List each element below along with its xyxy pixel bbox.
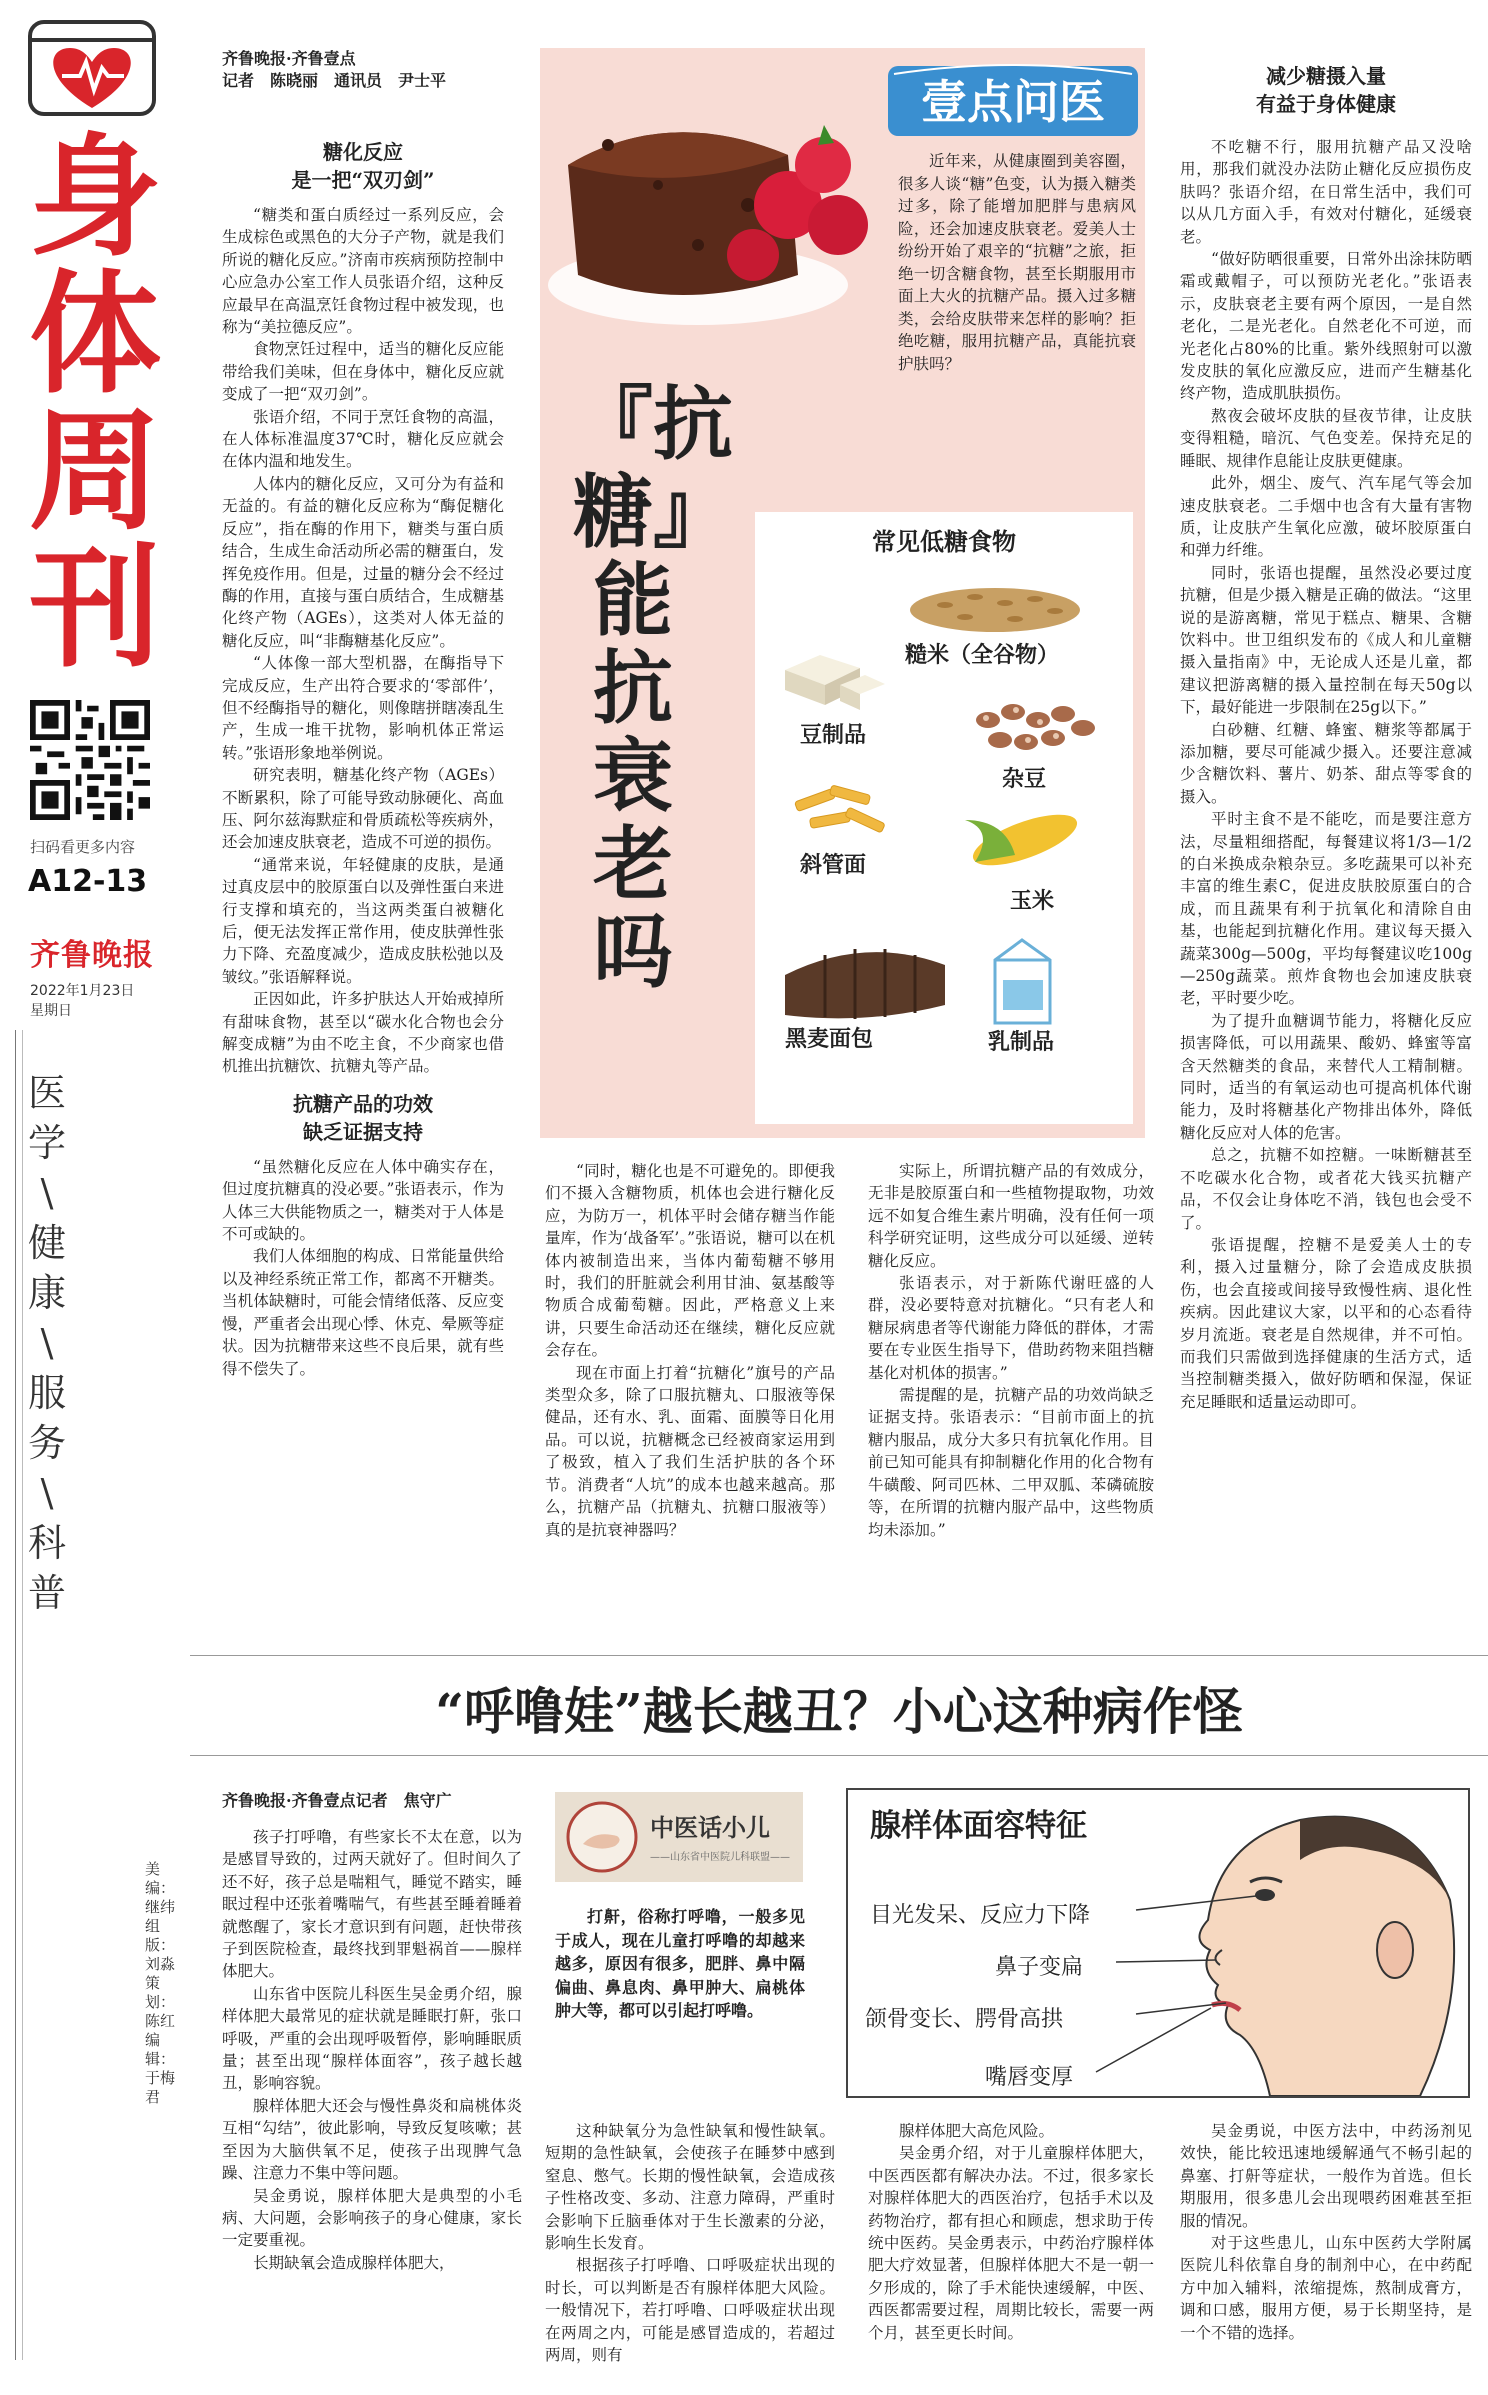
- subheading: 缺乏证据支持: [303, 1119, 423, 1144]
- paragraph: 孩子打呼噜，有些家长不太在意，以为是感冒导致的，过两天就好了。但时间久了还不好，孩子总是喘粗气，睡觉不踏实，睡眠过程中还张着嘴喘气，有些甚至睡着睡着就憋醒了，家长才意识到有问题，赶快带孩子到医院检查，最终找到罪魁祸首——腺样体肥大。: [222, 1828, 522, 1981]
- category-char: 医: [27, 1071, 66, 1115]
- paragraph: 食物烹饪过程中，适当的糖化反应能带给我们美味，但在身体中，糖化反应就变成了一把“双刃剑”。: [222, 340, 504, 404]
- category-sep: \: [40, 1471, 54, 1515]
- brown-rice-image: [905, 565, 1085, 635]
- category-sep: \: [40, 1171, 54, 1215]
- paragraph: 为了提升血糖调节能力，将糖化反应损害降低，可以用蔬果、酸奶、蜂蜜等富含天然糖类的食品，来替代人工精制糖。同时，适当的有氧运动也可提高机体代谢能力，及时将糖基化产物排出体外，降低糖化反应对人体的危害。: [1180, 1011, 1472, 1142]
- food-label: 黑麦面包: [785, 1026, 874, 1052]
- category-char: 务: [27, 1421, 66, 1465]
- paragraph: “通常来说，年轻健康的皮肤，是通过真皮层中的胶原蛋白以及弹性蛋白来进行支撑和填充的，当这两类蛋白被糖化后，便无法发挥正常作用，使皮肤弹性张力下降、充盈度减少，造成皮肤松弛以及皱纹。”张语解释说。: [222, 855, 504, 986]
- food-label: 杂豆: [1002, 766, 1047, 792]
- paragraph: 吴金勇介绍，对于儿童腺样体肥大，中医西医都有解决办法。不过，很多家长对腺样体肥大的西医治疗，包括手术以及药物治疗，都有担心和顾虑，想求助于传统中医药。吴金勇表示，中药治疗腺样体肥大疗效显著，但腺样体肥大不是一朝一夕形成的，除了手术能快速缓解，中医、西医都需要过程，周期比较长，需要一两个月，甚至更长时间。: [868, 2144, 1154, 2342]
- food-label: 糙米（全谷物）: [905, 642, 1060, 668]
- tofu-image: [780, 640, 890, 715]
- paragraph: “人体像一部大型机器，在酶指导下完成反应，生产出符合要求的‘零部件’，但不经酶指导的糖化，则像瞎拼瞎凑乱生产，生成一堆干扰物，影响机体正常运转。”张语形象地举例说。: [222, 654, 504, 762]
- divider: [190, 1655, 1488, 1656]
- diagram-label: 鼻子变扁: [995, 1955, 1084, 1980]
- paragraph: 吴金勇说，腺样体肥大是典型的小毛病、大问题，会影响孩子的身心健康，家长一定要重视。: [222, 2186, 522, 2250]
- subheading: 糖化反应: [323, 140, 403, 164]
- diagram-label: 颌骨变长、腭骨高拱: [865, 2007, 1064, 2032]
- category-char: 科: [27, 1521, 66, 1565]
- beans-image: [968, 690, 1098, 765]
- paragraph: 张语表示，对于新陈代谢旺盛的人群，没必要特意对抗糖化。“只有老人和糖尿病患者等代谢能力降低的群体，才需要在专业医生指导下，借助药物来阻挡糖基化对机体的损害。”: [868, 1274, 1154, 1382]
- chocolate-cake-image: [548, 55, 898, 355]
- paragraph: 同时，张语也提醒，虽然没必要过度抗糖，但是少摄入糖是正确的做法。“这里说的是游离糖，常见于糕点、糖果、含糖饮料中。世卫组织发布的《成人和儿童糖摄入量指南》中，无论成人还是儿童，都建议把游离糖的摄入量控制在每天50g以下，最好能进一步限制在25g以下。”: [1180, 563, 1472, 717]
- article1-col2: [545, 1160, 835, 1541]
- column-badge: [884, 60, 1142, 142]
- article2-col2: [545, 2120, 835, 2366]
- category-char: 学: [27, 1121, 66, 1165]
- paragraph: “糖类和蛋白质经过一系列反应，会生成棕色或黑色的大分子产物，就是我们所说的糖化反应。”济南市疾病预防控制中心应急办公室工作人员张语介绍，这种反应最早在高温烹饪食物过程中被发现，也称为“美拉德反应”。: [222, 206, 504, 337]
- tcm-column-title: 中医话小儿: [650, 1813, 770, 1842]
- qr-code-icon[interactable]: [30, 700, 150, 820]
- paragraph: 实际上，所谓抗糖产品的有效成分，无非是胶原蛋白和一些植物提取物，功效远不如复合维生素片明确，没有任何一项科学研究证明，这些成分可以延缓、逆转糖化反应。: [868, 1162, 1154, 1270]
- paragraph: 吴金勇说，中医方法中，中药汤剂见效快，能比较迅速地缓解通气不畅引起的鼻塞、打鼾等症状，一般作为首选。但长期服用，很多患儿会出现喂药困难甚至拒服的情况。: [1180, 2122, 1472, 2230]
- paragraph: 人体内的糖化反应，又可分为有益和无益的。有益的糖化反应称为“酶促糖化反应”，指在酶的作用下，糖类与蛋白质结合，生成生命活动所必需的糖蛋白，发挥免疫作用。但是，过量的糖分会不经过酶的作用，直接与蛋白质结合，生成糖基化终产物（AGEs），这类对人体无益的糖化反应，叫“非酶糖基化反应”。: [222, 474, 504, 650]
- article2-title: “呼噜娃”越长越丑？小心这种病作怪: [435, 1682, 1243, 1741]
- paragraph: “虽然糖化反应在人体中确实存在，但过度抗糖真的没必要。”张语表示，作为人体三大供能物质之一，糖类对于人体是不可或缺的。: [222, 1157, 504, 1244]
- article2-col4: [1180, 2120, 1472, 2344]
- diagram-pointers: [846, 1788, 1470, 2098]
- divider: [22, 1030, 23, 2360]
- paragraph: 现在市面上打着“抗糖化”旗号的产品类型众多，除了口服抗糖丸、口服液等保健品，还有水、乳、面霜、面膜等日化用品。可以说，抗糖概念已经被商家运用到了极致，植入了我们生活护肤的各个环节。消费者“人坑”的成本也越来越高。那么，抗糖产品（抗糖丸、抗糖口服液等）真的是抗衰神器吗？: [545, 1363, 835, 1539]
- penne-image: [785, 775, 895, 845]
- diagram-label: 目光发呆、反应力下降: [870, 1903, 1091, 1928]
- paragraph: 我们人体细胞的构成、日常能量供给以及神经系统正常工作，都离不开糖类。当机体缺糖时，可能会情绪低落、反应变慢，严重者会出现心悸、休克、晕厥等症状。因为抗糖带来这些不良后果，就有些得不偿失了。: [222, 1247, 504, 1378]
- byline: 齐鲁晚报·齐鲁壹点: [222, 49, 356, 68]
- paragraph: 对于这些患儿，山东中医药大学附属医院儿科依靠自身的制剂中心，在中药配方中加入辅料，浓缩提炼，熬制成膏方，调和口感，服用方便，易于长期坚持，是一个不错的选择。: [1180, 2234, 1472, 2342]
- page-number: A12-13: [28, 864, 148, 899]
- corn-image: [955, 800, 1095, 880]
- category-sep: \: [40, 1321, 54, 1365]
- subheading: 抗糖产品的功效: [293, 1091, 433, 1116]
- food-label: 玉米: [1010, 888, 1055, 914]
- category-char: 康: [27, 1271, 66, 1315]
- paragraph: “做好防晒很重要，日常外出涂抹防晒霜或戴帽子，可以预防光老化。”张语表示，皮肤衰老主要有两个原因，一是自然老化，二是光老化。自然老化不可逆，而光老化占80%的比重。紫外线照射可以激发皮肤的氧化应激反应，进而产生糖基化终产物，造成肌肤损伤。: [1180, 250, 1472, 403]
- article2-col1: [222, 1790, 522, 2274]
- paragraph: 总之，抗糖不如控糖。一味断糖甚至不吃碳水化合物，或者花大钱买抗糖产品，不仅会让身体吃不消，钱包也会受不了。: [1180, 1146, 1472, 1232]
- section-categories: [25, 1068, 69, 1618]
- paragraph: 张语介绍，不同于烹饪食物的高温，在人体标准温度37℃时，糖化反应就会在体内温和地发生。: [222, 407, 504, 471]
- rye-bread-image: [775, 935, 955, 1025]
- food-panel-title: 常见低糖食物: [872, 527, 1016, 556]
- food-label: 豆制品: [800, 722, 867, 748]
- paragraph: 熬夜会破坏皮肤的昼夜节律，让皮肤变得粗糙，暗沉、气色变差。保持充足的睡眠、规律作息能让皮肤更健康。: [1180, 406, 1472, 470]
- divider: [190, 1755, 1488, 1756]
- paragraph: 腺样体肥大高危风险。: [899, 2122, 1055, 2140]
- divider: [15, 1030, 16, 2360]
- issue-date: 2022年1月23日: [30, 983, 135, 999]
- category-char: 服: [27, 1371, 66, 1415]
- paragraph: 根据孩子打呼噜、口呼吸症状出现的时长，可以判断是否有腺样体肥大风险。一般情况下，若打呼噜、口呼吸症状出现在两周之内，可能是感冒造成的，若超过两周，则有: [545, 2256, 835, 2365]
- issue-weekday: 星期日: [30, 1003, 72, 1019]
- article2-intro: 打鼾，俗称打呼噜，一般多见于成人，现在儿童打呼噜的却越来越多，原因有很多，肥胖、鼻中隔偏曲、鼻息肉、鼻甲肿大、扁桃体肿大等，都可以引起打呼噜。: [555, 1907, 805, 2020]
- masthead: 身体周刊: [29, 121, 161, 686]
- main-title: 『抗糖』能抗衰老吗: [573, 377, 733, 999]
- tcm-column-subtitle: ——山东省中医院儿科联盟——: [650, 1852, 790, 1863]
- paragraph: 山东省中医院儿科医生吴金勇介绍，腺样体肥大最常见的症状就是睡眠打鼾，张口呼吸，严重的会出现呼吸暂停，影响睡眠质量；甚至出现“腺样体面容”，孩子越长越丑，影响容貌。: [222, 1984, 522, 2093]
- credits: 美编：继纬 组版：刘淼 策划：陈红 编辑：于梅君: [145, 1860, 191, 2106]
- paragraph: 平时主食不是不能吃，而是要注意方法，尽量粗细搭配，每餐建议将1/3—1/2的白米换成杂粮杂豆。多吃蔬果可以补充丰富的维生素C，促进皮肤胶原蛋白的合成，而且蔬果有利于抗氧化和清除自由基，也能起到抗糖化作用。建议每天摄入蔬菜300g—500g，平均每餐建议吃100g—250g蔬菜。煎炸食物也会加速皮肤衰老，平时要少吃。: [1180, 810, 1472, 1008]
- paragraph: 需提醒的是，抗糖产品的功效尚缺乏证据支持。张语表示：“目前市面上的抗糖内服品，成分大多只有抗氧化作用。目前已知可能具有抑制糖化作用的化合物有牛磺酸、阿司匹林、二甲双胍、苯磷硫胺等，在所谓的抗糖内服产品中，这些物质均未添加。”: [868, 1386, 1154, 1539]
- paragraph: 正因如此，许多护肤达人开始戒掉所有甜味食物，甚至以“碳水化合物也会分解变成糖”为由不吃主食，不少商家也借机推出抗糖饮、抗糖丸等产品。: [222, 990, 504, 1076]
- feature-intro: 近年来，从健康圈到美容圈，很多人谈“糖”色变，认为摄入糖类过多，除了能增加肥胖与患病风险，还会加速皮肤衰老。爱美人士纷纷开始了艰辛的“抗糖”之旅，拒绝一切含糖食物，甚至长期服用市面上大火的抗糖产品。摄入过多糖类，会给皮肤带来怎样的影响？拒绝吃糖，服用抗糖产品，真能抗衰护肤吗？: [898, 152, 1136, 373]
- paragraph: 张语提醒，控糖不是爱美人士的专利，摄入过量糖分，除了会造成皮肤损伤，也会直接或间接导致慢性病、退化性疾病。因此建议大家，以平和的心态看待岁月流逝。衰老是自然规律，并不可怕。而我们只需做到选择健康的生活方式，适当控制糖类摄入，做好防晒和保湿，保证充足睡眠和适量运动即可。: [1180, 1235, 1472, 1411]
- milk-carton-image: [985, 935, 1060, 1025]
- scan-hint: 扫码看更多内容: [30, 838, 136, 856]
- heart-pulse-icon: [22, 18, 162, 118]
- paragraph: 研究表明，糖基化终产物（AGEs）不断累积，除了可能导致动脉硬化、高血压、阿尔兹海默症和骨质疏松等疾病外，还会加速皮肤衰老，造成不可逆的损伤。: [222, 766, 504, 852]
- article1-col1: [222, 48, 504, 1380]
- category-char: 普: [27, 1571, 66, 1615]
- subheading: 有益于身体健康: [1256, 92, 1396, 116]
- paper-name: 齐鲁晚报: [30, 938, 154, 973]
- subheading: 是一把“双刃剑”: [291, 168, 435, 192]
- article2-col3: [868, 2120, 1154, 2344]
- food-label: 斜管面: [800, 852, 867, 878]
- subheading: 减少糖摄入量: [1266, 64, 1386, 88]
- byline: 记者 陈晓丽 通讯员 尹士平: [222, 71, 447, 90]
- paragraph: “同时，糖化也是不可避免的。即便我们不摄入含糖物质，机体也会进行糖化反应，为防万一，机体平时会储存糖当作能量库，作为‘战备军’。”张语说，糖可以在机体内被制造出来，当体内葡萄糖不够用时，我们的肝脏就会利用甘油、氨基酸等物质合成葡萄糖。因此，严格意义上来讲，只要生命活动还在继续，糖化反应就会存在。: [545, 1162, 835, 1360]
- article1-col3: [868, 1160, 1154, 1541]
- article1-col4: [1180, 50, 1472, 1413]
- paragraph: 长期缺氧会造成腺样体肥大，: [253, 2253, 455, 2272]
- byline: 齐鲁晚报·齐鲁壹点记者 焦守广: [222, 1791, 452, 1810]
- food-label: 乳制品: [988, 1029, 1055, 1055]
- hand-icon: [565, 1800, 640, 1875]
- diagram-title: 腺样体面容特征: [870, 1808, 1087, 1844]
- diagram-label: 嘴唇变厚: [985, 2065, 1074, 2090]
- paragraph: 此外，烟尘、废气、汽车尾气等会加速皮肤衰老。二手烟中也含有大量有害物质，让皮肤产生氧化应激，破坏胶原蛋白和弹力纤维。: [1180, 474, 1472, 560]
- paragraph: 白砂糖、红糖、蜂蜜、糖浆等都属于添加糖，要尽可能减少摄入。还要注意减少含糖饮料、薯片、奶茶、甜点等零食的摄入。: [1180, 720, 1472, 806]
- paragraph: 这种缺氧分为急性缺氧和慢性缺氧。短期的急性缺氧，会使孩子在睡梦中感到窒息、憋气。长期的慢性缺氧，会造成孩子性格改变、多动、注意力障碍，严重时会影响下丘脑垂体对于生长激素的分泌，影响生长发育。: [545, 2122, 835, 2253]
- paragraph: 不吃糖不行，服用抗糖产品又没啥用，那我们就没办法防止糖化反应损伤皮肤吗？张语介绍，在日常生活中，我们可以从几方面入手，有效对付糖化，延缓衰老。: [1180, 138, 1472, 246]
- column-badge-text: 壹点问医: [921, 75, 1105, 129]
- paragraph: 腺样体肥大还会与慢性鼻炎和扁桃体炎互相“勾结”，彼此影响，导致反复咳嗽；甚至因为大脑供氧不足，使孩子出现脾气急躁、注意力不集中等问题。: [222, 2096, 522, 2183]
- category-char: 健: [27, 1221, 66, 1265]
